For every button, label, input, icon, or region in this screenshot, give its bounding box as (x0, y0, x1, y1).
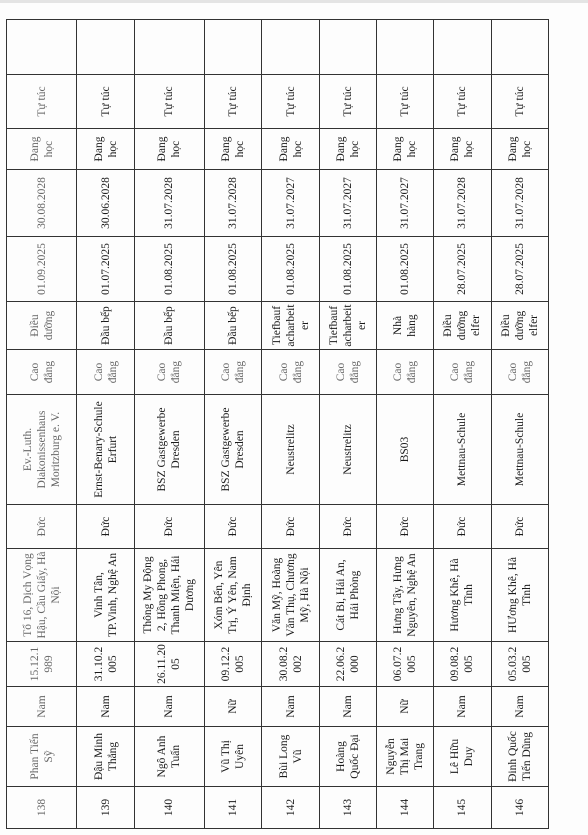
cell-name: Bùi Long Vũ (262, 727, 319, 787)
cell-level: Cao đẳng (377, 350, 434, 395)
cell-extra (205, 20, 262, 75)
cell-funding: Tự túc (319, 75, 376, 129)
cell-extra (7, 20, 77, 75)
cell-status: Đang học (491, 129, 548, 170)
cell-end: 30.08.2028 (7, 170, 77, 237)
cell-major: Điều dưỡng (7, 302, 77, 350)
cell-level: Cao đẳng (77, 350, 134, 395)
cell-gender: Nam (491, 687, 548, 727)
cell-school: Mettnau-Schule (491, 395, 548, 505)
cell-dob: 30.08.2002 (262, 642, 319, 687)
cell-name: Hoàng Quốc Đại (319, 727, 376, 787)
cell-name: Đậu Minh Thắng (77, 727, 134, 787)
cell-dob: 09.12.2005 (205, 642, 262, 687)
cell-country: Đức (434, 505, 491, 549)
cell-school: Neustrelitz (319, 395, 376, 505)
cell-name: Lê Hữu Duy (434, 727, 491, 787)
cell-extra (134, 20, 205, 75)
cell-stt: 145 (434, 787, 491, 829)
cell-status: Đang học (205, 129, 262, 170)
cell-start: 01.08.2025 (205, 237, 262, 302)
cell-level: Cao đẳng (262, 350, 319, 395)
cell-stt: 143 (319, 787, 376, 829)
cell-level: Cao đẳng (319, 350, 376, 395)
table-row (134, 20, 205, 829)
cell-start: 01.08.2025 (319, 237, 376, 302)
cell-status: Đang học (262, 129, 319, 170)
table-row (319, 20, 376, 829)
cell-address: Cát Bi, Hải An, Hải Phòng (319, 549, 376, 642)
cell-stt: 144 (377, 787, 434, 829)
cell-gender: Nam (319, 687, 376, 727)
cell-funding: Tự túc (377, 75, 434, 129)
cell-address: Tổ 16, Dịch Vọng Hậu, Cầu Giấy, Hà Nội (7, 549, 77, 642)
student-table (6, 19, 549, 829)
cell-dob: 05.03.2005 (491, 642, 548, 687)
cell-school: Neustrelitz (262, 395, 319, 505)
cell-name: Đinh Quốc Tiến Dũng (491, 727, 548, 787)
cell-end: 31.07.2028 (205, 170, 262, 237)
cell-stt: 138 (7, 787, 77, 829)
cell-address: HƯơng Khê, Hà Tĩnh (491, 549, 548, 642)
cell-dob: 06.07.2005 (377, 642, 434, 687)
cell-name: Nguyễn Thị Mai Trang (377, 727, 434, 787)
table-row (377, 20, 434, 829)
cell-funding: Tự túc (205, 75, 262, 129)
cell-major: Nhà hàng (377, 302, 434, 350)
cell-country: Đức (77, 505, 134, 549)
cell-stt: 142 (262, 787, 319, 829)
cell-gender: Nam (77, 687, 134, 727)
cell-start: 28.07.2025 (434, 237, 491, 302)
cell-country: Đức (205, 505, 262, 549)
cell-status: Đang học (7, 129, 77, 170)
cell-country: Đức (491, 505, 548, 549)
cell-gender: Nữ (205, 687, 262, 727)
cell-funding: Tự túc (134, 75, 205, 129)
cell-extra (319, 20, 376, 75)
cell-address: Thông My Động 2, Hồng Phong, Thanh Miện, Hải Dương (134, 549, 205, 642)
cell-start: 01.08.2025 (134, 237, 205, 302)
cell-country: Đức (319, 505, 376, 549)
cell-stt: 146 (491, 787, 548, 829)
cell-start: 01.07.2025 (77, 237, 134, 302)
cell-major: Đầu bếp (77, 302, 134, 350)
table-body (7, 20, 549, 829)
cell-major: Tiefbaufacharbeiter (262, 302, 319, 350)
cell-gender: Nữ (377, 687, 434, 727)
table-row (7, 20, 77, 829)
cell-gender: Nam (262, 687, 319, 727)
cell-stt: 139 (77, 787, 134, 829)
cell-country: Đức (262, 505, 319, 549)
cell-funding: Tự túc (262, 75, 319, 129)
cell-status: Đang học (319, 129, 376, 170)
cell-major: Đầu bếp (205, 302, 262, 350)
cell-funding: Tự túc (7, 75, 77, 129)
cell-funding: Tự túc (434, 75, 491, 129)
cell-end: 31.07.2028 (134, 170, 205, 237)
cell-major: Đầu bếp (134, 302, 205, 350)
cell-stt: 141 (205, 787, 262, 829)
cell-level: Cao đẳng (7, 350, 77, 395)
cell-level: Cao đẳng (491, 350, 548, 395)
table-row (491, 20, 548, 829)
cell-extra (377, 20, 434, 75)
cell-school: Ev.-Luth. Diakonissenhaus Moritzburg e. V. (7, 395, 77, 505)
cell-address: Hương Khê, Hà Tĩnh (434, 549, 491, 642)
cell-start: 28.07.2025 (491, 237, 548, 302)
cell-status: Đang học (434, 129, 491, 170)
cell-country: Đức (7, 505, 77, 549)
cell-name: Ngô Anh Tuấn (134, 727, 205, 787)
table-row (262, 20, 319, 829)
cell-major: Tiefbaufacharbeiter (319, 302, 376, 350)
rotated-table-wrapper (6, 20, 549, 829)
cell-school: BSZ Gastgewerbe Dresden (134, 395, 205, 505)
scan-edge (0, 0, 588, 3)
cell-end: 31.07.2028 (434, 170, 491, 237)
cell-dob: 09.08.2005 (434, 642, 491, 687)
cell-gender: Nam (434, 687, 491, 727)
cell-major: Điều dưỡng elfer (491, 302, 548, 350)
cell-school: BS03 (377, 395, 434, 505)
cell-status: Đang học (377, 129, 434, 170)
cell-gender: Nam (134, 687, 205, 727)
table-row (77, 20, 134, 829)
cell-major: Điều dưỡng elfer (434, 302, 491, 350)
cell-address: Vinh Tân, TP.Vinh, Nghệ An (77, 549, 134, 642)
cell-dob: 31.10.2005 (77, 642, 134, 687)
cell-status: Đang học (77, 129, 134, 170)
cell-extra (491, 20, 548, 75)
cell-country: Đức (377, 505, 434, 549)
cell-school: BSZ Gastgewerbe Dresden (205, 395, 262, 505)
cell-level: Cao đẳng (134, 350, 205, 395)
cell-end: 31.07.2027 (377, 170, 434, 237)
cell-end: 31.07.2028 (491, 170, 548, 237)
cell-extra (262, 20, 319, 75)
cell-country: Đức (134, 505, 205, 549)
cell-address: Văn Mỹ, Hoàng Văn Thụ, Chương Mỹ, Hà Nội (262, 549, 319, 642)
cell-end: 30.06.2028 (77, 170, 134, 237)
cell-status: Đang học (134, 129, 205, 170)
cell-name: Phan Tiến Sỹ (7, 727, 77, 787)
cell-name: Vũ Thị Uyên (205, 727, 262, 787)
cell-end: 31.07.2027 (262, 170, 319, 237)
cell-dob: 15.12.1989 (7, 642, 77, 687)
cell-level: Cao đẳng (434, 350, 491, 395)
cell-end: 31.07.2027 (319, 170, 376, 237)
cell-dob: 26.11.2005 (134, 642, 205, 687)
cell-school: Mettnau-Schule (434, 395, 491, 505)
cell-funding: Tự túc (77, 75, 134, 129)
cell-level: Cao đẳng (205, 350, 262, 395)
cell-school: Ernst-Benary-Schule Erfurt (77, 395, 134, 505)
cell-stt: 140 (134, 787, 205, 829)
cell-extra (77, 20, 134, 75)
table-row (434, 20, 491, 829)
cell-dob: 22.06.2000 (319, 642, 376, 687)
cell-extra (434, 20, 491, 75)
cell-start: 01.08.2025 (377, 237, 434, 302)
cell-address: Hưng Tây, Hưng Nguyên, Nghệ An (377, 549, 434, 642)
cell-funding: Tự túc (491, 75, 548, 129)
table-row (205, 20, 262, 829)
cell-gender: Nam (7, 687, 77, 727)
cell-start: 01.09.2025 (7, 237, 77, 302)
cell-start: 01.08.2025 (262, 237, 319, 302)
cell-address: Xóm Bến, Yên Trị, Ý Yên, Nam Định (205, 549, 262, 642)
